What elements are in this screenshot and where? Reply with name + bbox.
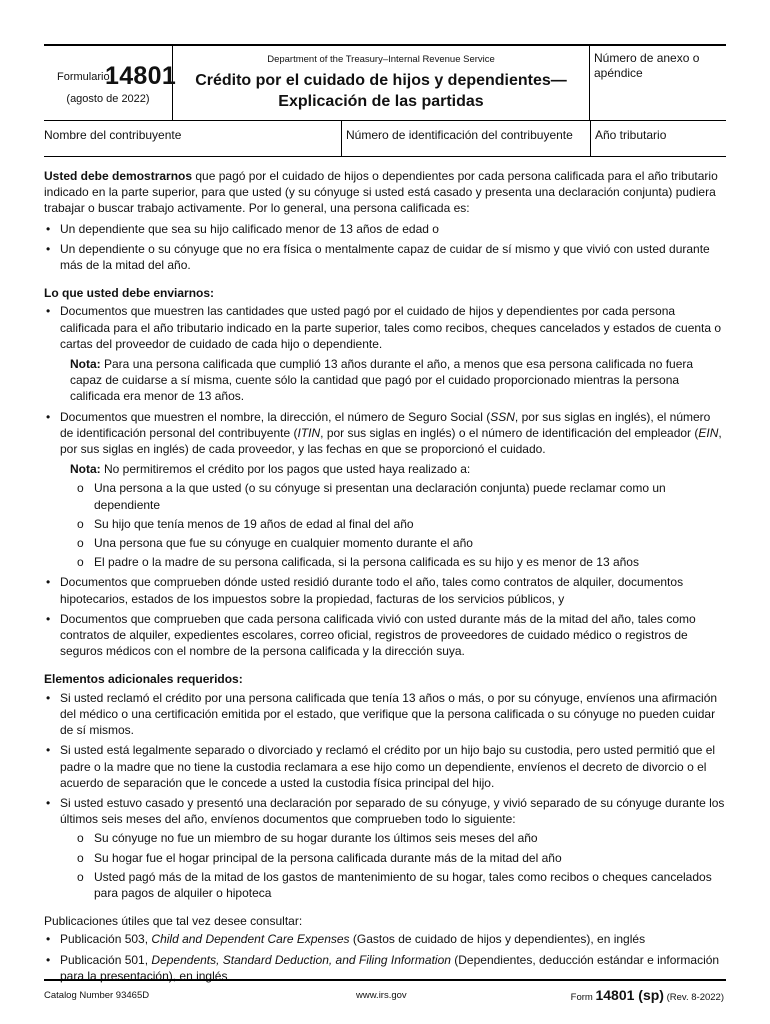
circle-bullet-icon: o xyxy=(77,516,84,531)
sub-list-item-text: Su cónyuge no fue un miembro de su hogar durante los últimos seis meses del año xyxy=(94,831,538,846)
list-item xyxy=(44,303,726,352)
note-label: Nota: xyxy=(70,462,101,477)
website-link[interactable]: www.irs.gov xyxy=(356,990,407,1001)
list-item-text: Documentos que muestren las cantidades que usted pagó por el cuidado de hijos y dependientes por cada persona calificada para el año tributario indicado en la parte superior, tales como recibos, cheques cancelados y estados de cuenta o cartas del proveedor de cuidado de cada hijo o dependiente. xyxy=(60,304,722,351)
sub-list-item xyxy=(44,850,726,866)
form-date: (agosto de 2022) xyxy=(66,93,150,105)
list-item xyxy=(44,221,726,237)
list-item xyxy=(44,241,726,273)
bullet-icon: • xyxy=(46,743,51,758)
bullet-icon: • xyxy=(46,690,51,705)
circle-bullet-icon: o xyxy=(77,850,84,865)
list-item xyxy=(44,742,726,791)
title-line-2: Explicación de las partidas xyxy=(278,93,484,110)
form-id-box xyxy=(44,46,177,120)
circle-bullet-icon: o xyxy=(77,831,84,846)
sub-list-item xyxy=(44,869,726,901)
publications-intro: Publicaciones útiles que tal vez desee consultar: xyxy=(44,914,303,929)
list-item xyxy=(44,409,726,458)
sub-list-item xyxy=(44,480,726,512)
form-number: 14801 xyxy=(105,62,177,90)
sub-list-item-text: Una persona que fue su cónyuge en cualquier momento durante el año xyxy=(94,536,473,551)
circle-bullet-icon: o xyxy=(77,869,84,884)
sub-list-item xyxy=(44,535,726,551)
bullet-icon: • xyxy=(46,241,51,256)
form-revision: Form 14801 (sp) (Rev. 8-2022) xyxy=(570,987,724,1003)
bullet-icon: • xyxy=(46,221,51,236)
sub-list-item-text: Usted pagó más de la mitad de los gastos de mantenimiento de su hogar, tales como recibos o cheques cancelados para pagos de alquiler o hipoteca xyxy=(94,869,712,900)
list-item xyxy=(44,611,726,660)
bullet-icon: • xyxy=(46,952,51,967)
intro-bold: Usted debe demostrarnos xyxy=(44,169,193,183)
note-paragraph xyxy=(44,461,726,477)
sub-list-item-text: El padre o la madre de su persona calificada, si la persona calificada es su hijo y es menor de 13 años xyxy=(94,555,639,570)
circle-bullet-icon: o xyxy=(77,481,84,496)
list-item-text: Documentos que comprueben que cada persona calificada vivió con usted durante más de la mitad del año, tales como contratos de alquiler, expedientes escolares, correo oficial, registros de proveedores de cuidado médico o registros de seguros médicos con el nombre de la persona calificada y la dirección suya. xyxy=(60,611,696,659)
attachment-field[interactable]: Número de anexo o apéndice xyxy=(594,51,700,80)
list-item-text: Publicación 501, Dependents, Standard Deduction, and Filing Information (Dependientes, deducción estándar e información para la presentación), en inglés xyxy=(60,952,720,983)
sub-list-item-text: Su hijo que tenía menos de 19 años de edad al final del año xyxy=(94,516,414,531)
title-box xyxy=(173,46,590,120)
form-page xyxy=(44,44,726,1003)
sub-list-item xyxy=(44,830,726,846)
list-item-text: Publicación 503, Child and Dependent Care Expenses (Gastos de cuidado de hijos y dependientes), en inglés xyxy=(60,932,646,947)
tax-year-field[interactable]: Año tributario xyxy=(590,121,666,156)
note-label: Nota: xyxy=(70,357,101,372)
form-title xyxy=(173,70,589,112)
section-heading-send: Lo que usted debe enviarnos: xyxy=(44,286,215,301)
department-line: Department of the Treasury–Internal Revenue Service xyxy=(267,54,495,65)
list-item-text: Si usted estuvo casado y presentó una declaración por separado de su cónyuge, y vivió separado de su cónyuge durante los últimos seis meses del año, envíenos documentos que comprueben todo lo siguiente: xyxy=(60,795,725,827)
form-word: Formulario xyxy=(57,71,110,83)
catalog-number: Catalog Number 93465D xyxy=(44,990,150,1001)
title-line-1: Crédito por el cuidado de hijos y dependientes— xyxy=(195,72,567,89)
form-header xyxy=(44,44,726,121)
list-item xyxy=(44,795,726,827)
section-heading-extra: Elementos adicionales requeridos: xyxy=(44,672,243,687)
list-item-text: Si usted reclamó el crédito por una persona calificada que tenía 13 años o más, o por su cónyuge, envíenos una afirmación del médico o una certificación emitida por el estado, que verifique que la persona calificada o su cónyuge no pueden cuidar de sí mismos. xyxy=(60,690,718,738)
note-text: No permitiremos el crédito por los pagos que usted haya realizado a: xyxy=(100,462,471,477)
bullet-icon: • xyxy=(46,409,51,424)
list-item-text: Documentos que comprueben dónde usted residió durante todo el año, tales como contratos de alquiler, documentos hipotecarios, estados de los impuestos sobre la propiedad, facturas de los servicios públicos, y xyxy=(60,575,684,606)
sub-list-item xyxy=(44,554,726,570)
bullet-icon: • xyxy=(46,932,51,947)
list-item-text: Si usted está legalmente separado o divorciado y reclamó el crédito por un hijo bajo su custodia, pero usted permitió que el padre o la madre que no tiene la custodia reclamara a ese hijo como un dependiente, envíenos el decreto de divorcio o el acuerdo de separación que le concede a usted la custodia física principal del hijo. xyxy=(60,743,716,790)
circle-bullet-icon: o xyxy=(77,536,84,551)
intro-text: que pagó por el cuidado de hijos o dependientes por cada persona calificada para el año tributario indicado en la parte superior, para que usted (y su cónyuge si usted está casado y presenta una declaración conjunta) pudiera trabajar o buscar trabajo activamente. Por lo general, una persona calificada es: xyxy=(44,169,718,216)
form-body xyxy=(44,168,726,984)
list-item xyxy=(44,690,726,739)
taxpayer-id-field[interactable]: Número de identificación del contribuyente xyxy=(341,121,590,156)
bullet-icon: • xyxy=(46,611,51,626)
intro-paragraph xyxy=(44,168,726,217)
note-text: Para una persona calificada que cumplió 13 años durante el año, a menos que esa persona calificada no fuera capaz de cuidarse a sí misma, cuente sólo la cantidad que pagó por el cuidado proporcionado mientras la persona calificada era menor de 13 años. xyxy=(70,357,694,404)
circle-bullet-icon: o xyxy=(77,555,84,570)
sub-list-item xyxy=(44,516,726,532)
form-footer xyxy=(44,979,726,1003)
list-item xyxy=(44,931,726,947)
list-item-text: Un dependiente o su cónyuge que no era física o mentalmente capaz de cuidar de sí mismo y que vivió con usted durante más de la mitad del año. xyxy=(60,241,710,273)
list-item-text: Un dependiente que sea su hijo calificado menor de 13 años de edad o xyxy=(60,221,439,236)
taxpayer-name-field[interactable]: Nombre del contribuyente xyxy=(44,128,182,142)
note-paragraph xyxy=(44,356,726,405)
bullet-icon: • xyxy=(46,304,51,319)
sub-list-item-text: Una persona a la que usted (o su cónyuge si presentan una declaración conjunta) puede reclamar como un dependiente xyxy=(94,481,666,512)
sub-list-item-text: Su hogar fue el hogar principal de la persona calificada durante más de la mitad del año xyxy=(94,850,562,865)
bullet-icon: • xyxy=(46,575,51,590)
taxpayer-fields-row xyxy=(44,121,726,157)
list-item-text: Documentos que muestren el nombre, la dirección, el número de Seguro Social (SSN, por sus siglas en inglés), el número de identificación personal del contribuyente (ITIN, por sus siglas en inglés) o el número de identificación del empleador (EIN, por sus siglas en inglés) de cada proveedor, y las fechas en que se proporcionó el cuidado. xyxy=(60,409,722,457)
list-item xyxy=(44,574,726,606)
bullet-icon: • xyxy=(46,795,51,810)
